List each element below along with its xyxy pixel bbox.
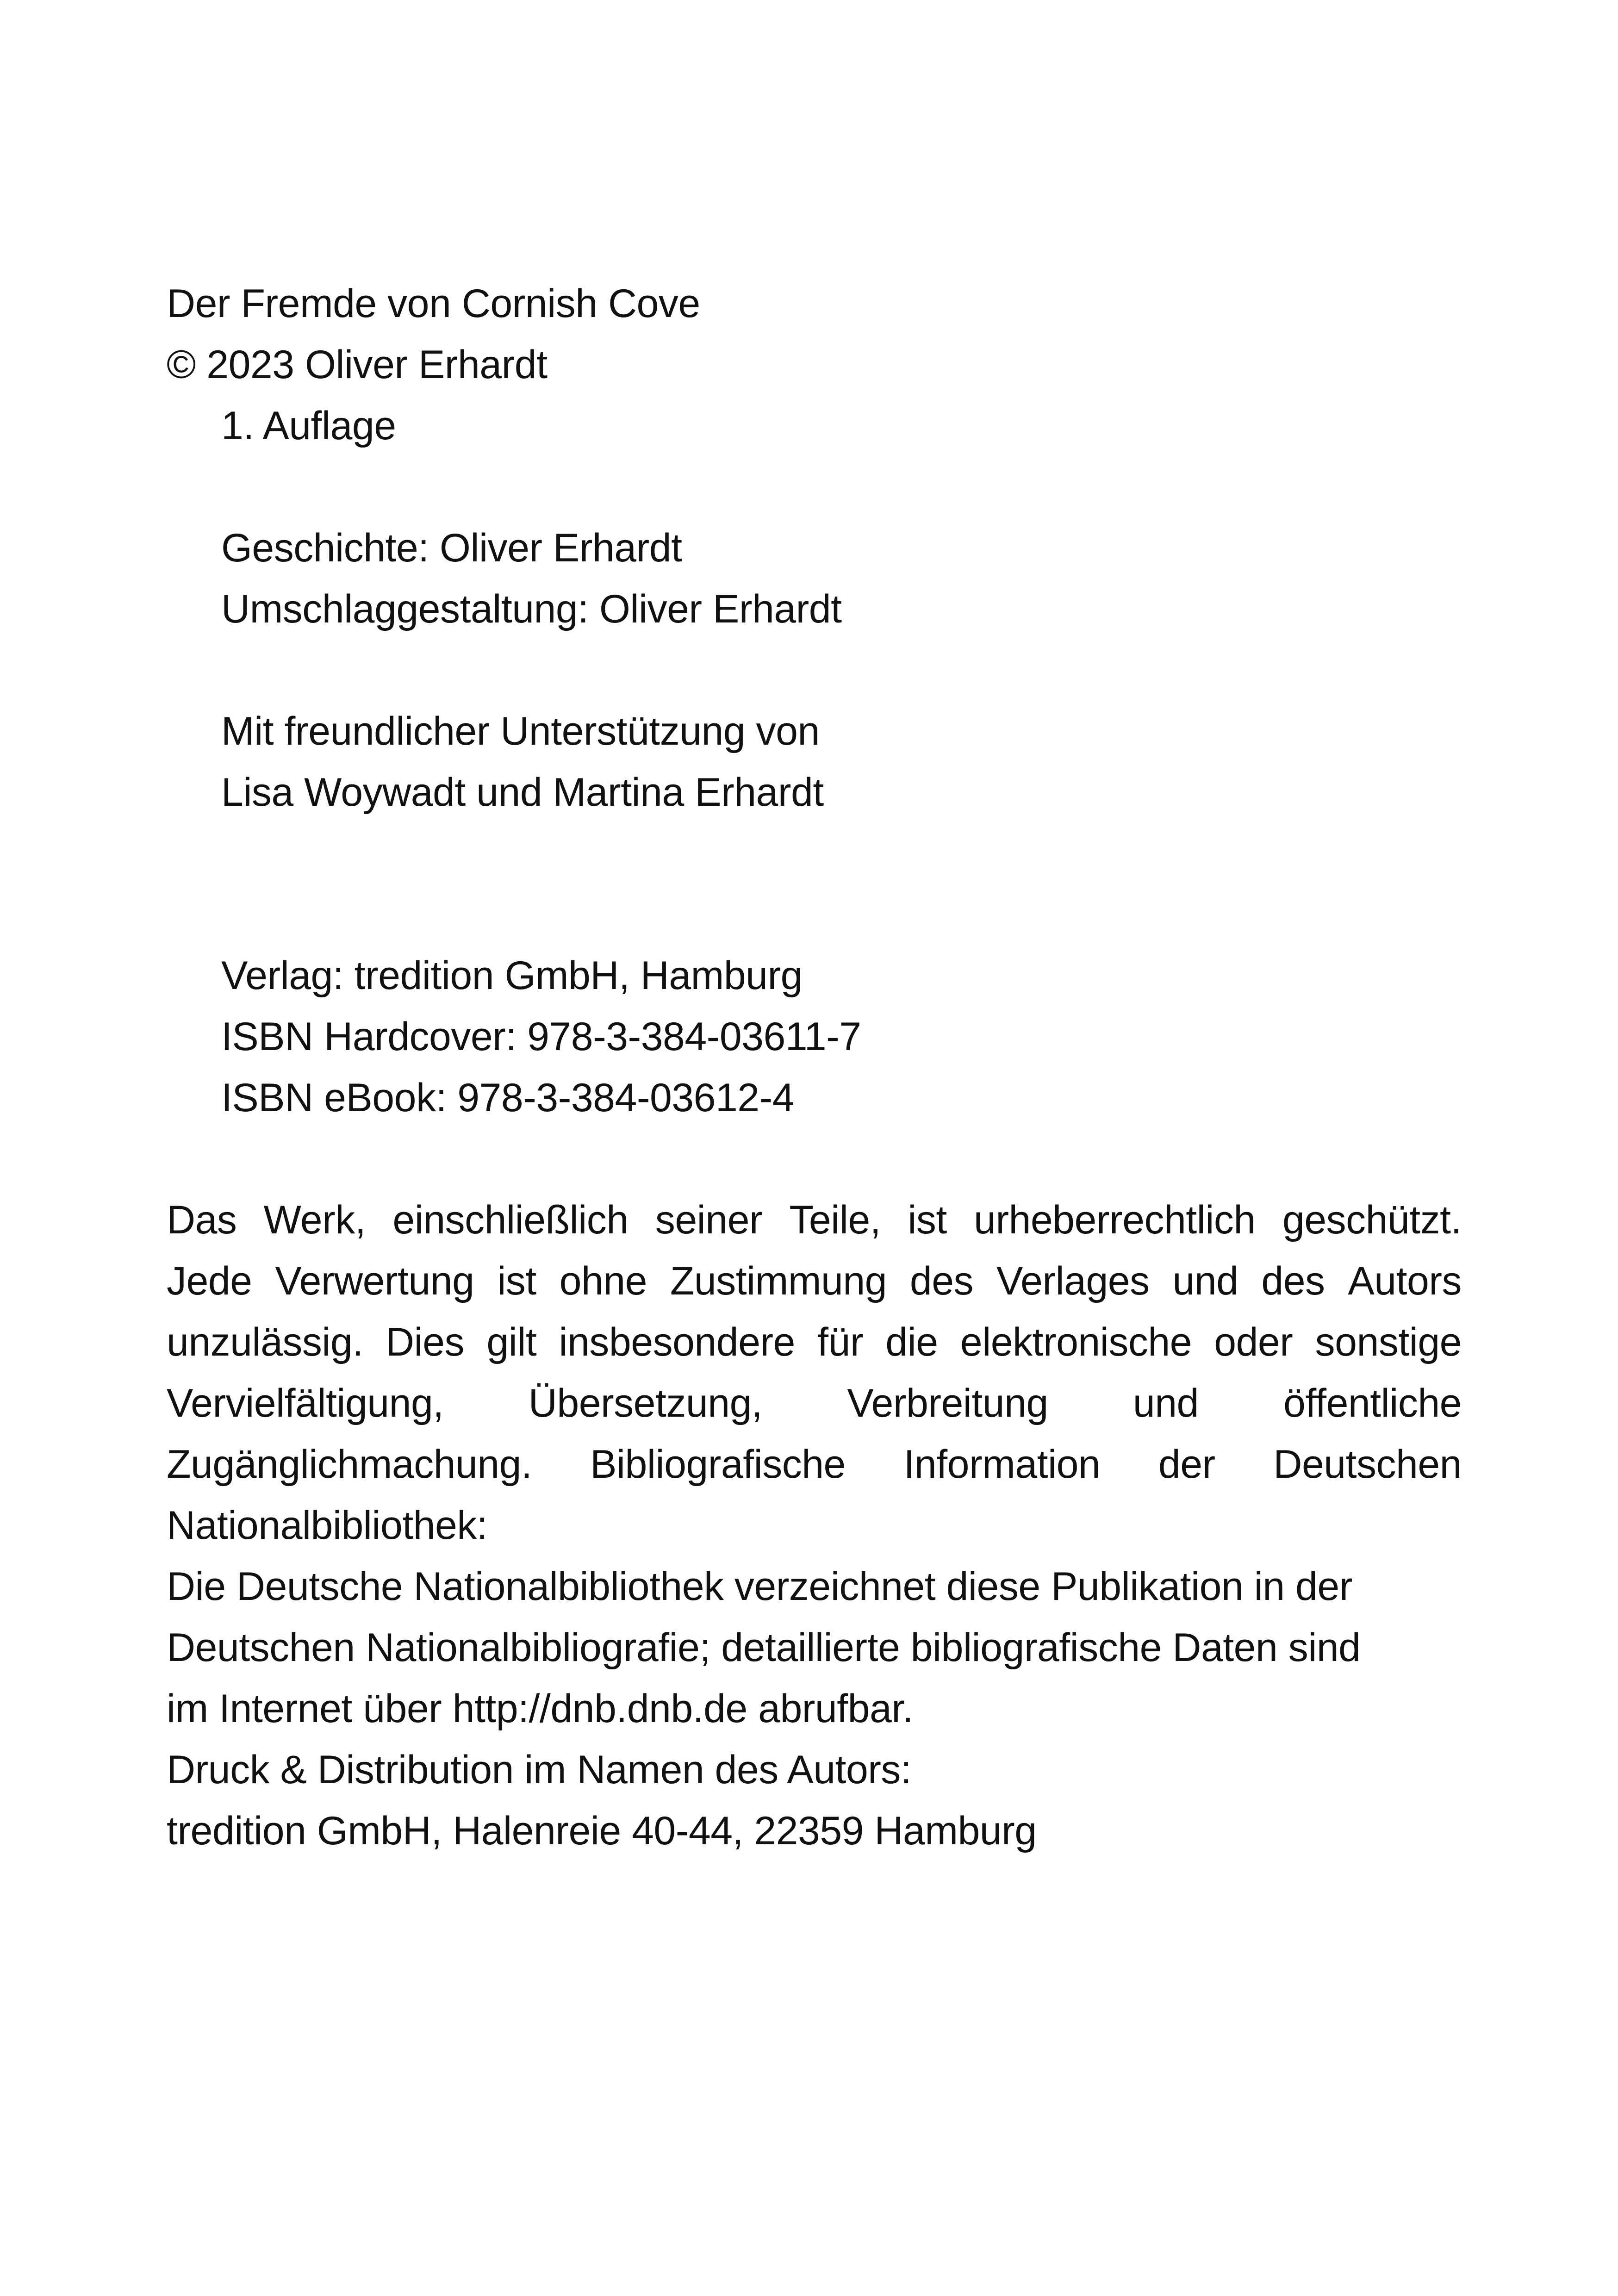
thanks-line-2: Lisa Woywadt und Martina Erhardt: [221, 770, 824, 815]
legal-word: gilt: [486, 1320, 537, 1364]
legal-line-5: [167, 1434, 1462, 1495]
copyright-line: © 2023 Oliver Erhardt: [167, 342, 548, 387]
dnb-line-1: Die Deutsche Nationalbibliothek verzeichnet diese Publikation in der: [167, 1564, 1352, 1609]
legal-word: die: [885, 1320, 938, 1364]
legal-word: seiner: [655, 1198, 763, 1242]
legal-word: einschließlich: [392, 1198, 629, 1242]
legal-line-1: [167, 1189, 1462, 1251]
legal-word: ist: [908, 1198, 947, 1242]
legal-word: Zugänglichmachung.: [167, 1442, 532, 1487]
legal-line-4: [167, 1373, 1462, 1434]
legal-word: Verwertung: [275, 1259, 474, 1303]
publisher-line: Verlag: tredition GmbH, Hamburg: [221, 953, 803, 998]
isbn-hardcover: ISBN Hardcover: 978-3-384-03611-7: [221, 1014, 861, 1059]
legal-word: Jede: [167, 1259, 252, 1303]
dnb-line-2: Deutschen Nationalbibliografie; detaillierte bibliografische Daten sind: [167, 1625, 1361, 1670]
legal-word: insbesondere: [559, 1320, 795, 1364]
legal-word: ist: [497, 1259, 536, 1303]
legal-word: Dies: [386, 1320, 465, 1364]
print-line-2: tredition GmbH, Halenreie 40-44, 22359 Hamburg: [167, 1809, 1037, 1853]
legal-word: geschützt.: [1282, 1198, 1462, 1242]
legal-line-3: [167, 1312, 1462, 1373]
isbn-ebook: ISBN eBook: 978-3-384-03612-4: [221, 1076, 795, 1120]
legal-word: oder: [1214, 1320, 1293, 1364]
legal-line-2: [167, 1251, 1462, 1312]
cover-design-credit: Umschlaggestaltung: Oliver Erhardt: [221, 587, 842, 631]
legal-word: Autors: [1348, 1259, 1462, 1303]
legal-word: für: [817, 1320, 864, 1364]
legal-word: Deutschen: [1273, 1442, 1462, 1487]
legal-word: Übersetzung,: [528, 1381, 763, 1425]
legal-word: des: [1261, 1259, 1325, 1303]
thanks-line-1: Mit freundlicher Unterstützung von: [221, 709, 820, 753]
legal-word: Information: [903, 1442, 1101, 1487]
legal-word: Werk,: [263, 1198, 366, 1242]
legal-word: urheberrechtlich: [974, 1198, 1256, 1242]
legal-word: Verlages: [996, 1259, 1150, 1303]
legal-word: sonstige: [1315, 1320, 1462, 1364]
edition-line: 1. Auflage: [221, 404, 396, 448]
story-credit: Geschichte: Oliver Erhardt: [221, 526, 682, 570]
legal-word: Das: [167, 1198, 237, 1242]
legal-word: Zustimmung: [670, 1259, 887, 1303]
legal-word: Vervielfältigung,: [167, 1381, 444, 1425]
legal-word: der: [1158, 1442, 1215, 1487]
legal-word: Verbreitung: [847, 1381, 1048, 1425]
book-title: Der Fremde von Cornish Cove: [167, 281, 700, 326]
legal-line-6: Nationalbibliothek:: [167, 1503, 488, 1548]
legal-word: des: [909, 1259, 974, 1303]
legal-word: und: [1172, 1259, 1238, 1303]
legal-word: Bibliografische: [590, 1442, 846, 1487]
legal-word: öffentliche: [1283, 1381, 1462, 1425]
print-line-1: Druck & Distribution im Namen des Autors:: [167, 1748, 912, 1792]
legal-word: und: [1133, 1381, 1199, 1425]
dnb-line-3: im Internet über http://dnb.dnb.de abrufbar.: [167, 1686, 914, 1731]
legal-word: Teile,: [789, 1198, 881, 1242]
legal-word: ohne: [559, 1259, 647, 1303]
legal-word: elektronische: [960, 1320, 1192, 1364]
legal-word: unzulässig.: [167, 1320, 363, 1364]
